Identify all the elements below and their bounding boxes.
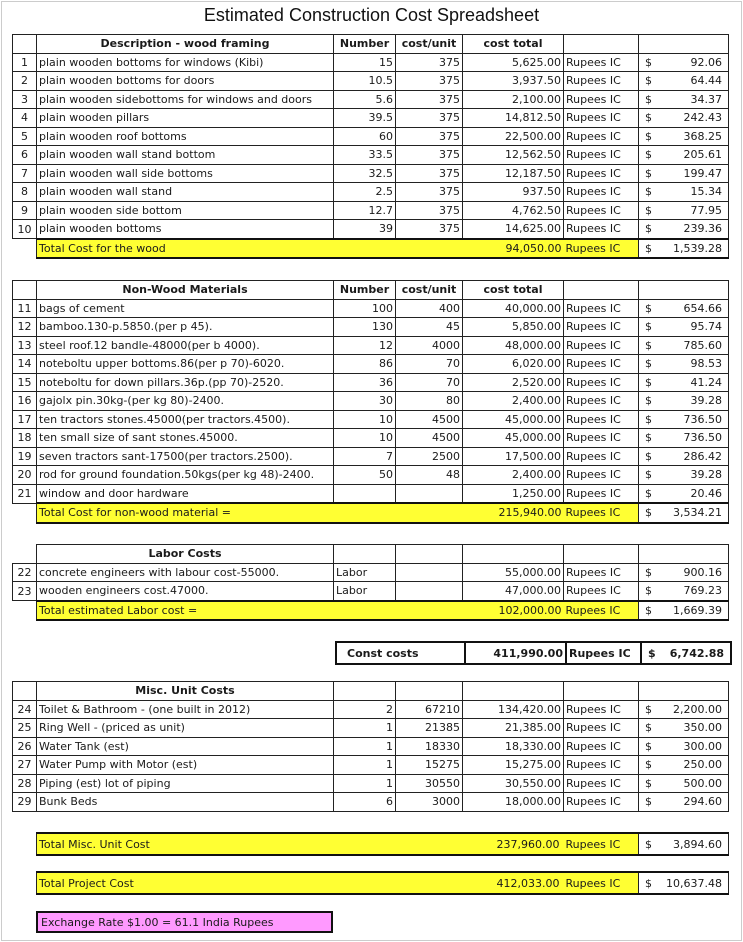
labor-costs-table bbox=[12, 544, 729, 621]
usd-cell: $ 1,539.28 bbox=[639, 239, 729, 259]
table-row bbox=[13, 201, 729, 220]
usd-cell: $ 785.60 bbox=[639, 336, 729, 355]
project-total-currency: Rupees IC bbox=[564, 872, 639, 894]
row-cost-unit bbox=[396, 582, 463, 601]
row-cost-total: 48,000.00 bbox=[463, 336, 564, 355]
row-index: 28 bbox=[13, 774, 37, 793]
table-row bbox=[13, 429, 729, 448]
row-description: Bunk Beds bbox=[37, 793, 334, 812]
row-currency: Rupees IC bbox=[564, 109, 639, 128]
row-currency: Rupees IC bbox=[564, 355, 639, 374]
table-row bbox=[13, 392, 729, 411]
row-cost-unit bbox=[396, 484, 463, 503]
section-total-row bbox=[13, 601, 729, 621]
row-cost-total: 3,937.50 bbox=[463, 72, 564, 91]
section-total-value: 102,000.00 bbox=[463, 601, 564, 621]
row-currency: Rupees IC bbox=[564, 582, 639, 601]
table-header-row bbox=[13, 545, 729, 564]
usd-cell: $ 350.00 bbox=[639, 719, 729, 738]
page-title: Estimated Construction Cost Spreadsheet bbox=[203, 5, 540, 25]
row-description: bags of cement bbox=[37, 299, 334, 318]
row-currency: Rupees IC bbox=[564, 164, 639, 183]
project-total-table bbox=[36, 871, 729, 895]
row-description: plain wooden wall stand bottom bbox=[37, 146, 334, 165]
row-cost-unit: 375 bbox=[396, 201, 463, 220]
table-header-row bbox=[13, 682, 729, 701]
row-description: Ring Well - (priced as unit) bbox=[37, 719, 334, 738]
row-cost-unit: 15275 bbox=[396, 756, 463, 775]
row-number: 12 bbox=[334, 336, 396, 355]
table-row bbox=[13, 447, 729, 466]
row-currency: Rupees IC bbox=[564, 53, 639, 72]
misc-unit-costs-table bbox=[12, 681, 729, 812]
usd-cell: $ 39.28 bbox=[639, 392, 729, 411]
misc-total-label: Total Misc. Unit Cost 237,960.00 bbox=[37, 833, 564, 855]
row-cost-unit: 375 bbox=[396, 90, 463, 109]
usd-cell: $ 239.36 bbox=[639, 220, 729, 239]
row-cost-total: 18,330.00 bbox=[463, 737, 564, 756]
row-description: plain wooden pillars bbox=[37, 109, 334, 128]
row-cost-unit: 18330 bbox=[396, 737, 463, 756]
misc-total-currency: Rupees IC bbox=[564, 833, 639, 855]
row-description: bamboo.130-p.5850.(per p 45). bbox=[37, 318, 334, 337]
usd-cell: $ 77.95 bbox=[639, 201, 729, 220]
usd-cell: $ 242.43 bbox=[639, 109, 729, 128]
row-description: plain wooden sidebottoms for windows and doors bbox=[37, 90, 334, 109]
row-cost-unit: 45 bbox=[396, 318, 463, 337]
row-index: 4 bbox=[13, 109, 37, 128]
row-cost-unit: 70 bbox=[396, 373, 463, 392]
column-header: Number bbox=[334, 35, 396, 54]
section-total-currency: Rupees IC bbox=[564, 239, 639, 259]
usd-cell: $ 3,534.21 bbox=[639, 503, 729, 523]
table-row bbox=[13, 774, 729, 793]
row-index: 10 bbox=[13, 220, 37, 239]
row-currency: Rupees IC bbox=[564, 127, 639, 146]
usd-cell: $ 34.37 bbox=[639, 90, 729, 109]
row-number: 2.5 bbox=[334, 183, 396, 202]
row-cost-total: 12,187.50 bbox=[463, 164, 564, 183]
row-number bbox=[334, 484, 396, 503]
const-costs-row bbox=[336, 642, 731, 664]
row-cost-total: 40,000.00 bbox=[463, 299, 564, 318]
row-cost-unit: 375 bbox=[396, 53, 463, 72]
row-cost-unit: 67210 bbox=[396, 700, 463, 719]
usd-cell: $ 736.50 bbox=[639, 429, 729, 448]
row-currency: Rupees IC bbox=[564, 373, 639, 392]
row-description: wooden engineers cost.47000. bbox=[37, 582, 334, 601]
row-currency: Rupees IC bbox=[564, 90, 639, 109]
row-currency: Rupees IC bbox=[564, 299, 639, 318]
row-number: 1 bbox=[334, 719, 396, 738]
row-index: 22 bbox=[13, 563, 37, 582]
usd-cell: $ 95.74 bbox=[639, 318, 729, 337]
row-number: 1 bbox=[334, 737, 396, 756]
row-cost-total: 4,762.50 bbox=[463, 201, 564, 220]
table-row bbox=[13, 737, 729, 756]
row-number: Labor bbox=[334, 582, 396, 601]
row-number: 15 bbox=[334, 53, 396, 72]
row-cost-total: 6,020.00 bbox=[463, 355, 564, 374]
table-row bbox=[13, 164, 729, 183]
section-total-currency: Rupees IC bbox=[564, 601, 639, 621]
row-currency: Rupees IC bbox=[564, 719, 639, 738]
column-header: cost total bbox=[463, 281, 564, 300]
row-index: 18 bbox=[13, 429, 37, 448]
row-currency: Rupees IC bbox=[564, 392, 639, 411]
column-header: Labor Costs bbox=[37, 545, 334, 564]
row-index: 16 bbox=[13, 392, 37, 411]
row-currency: Rupees IC bbox=[564, 146, 639, 165]
row-number: 10 bbox=[334, 410, 396, 429]
section-total-row bbox=[13, 239, 729, 259]
row-cost-unit: 400 bbox=[396, 299, 463, 318]
row-cost-total: 22,500.00 bbox=[463, 127, 564, 146]
usd-cell: $ 1,669.39 bbox=[639, 601, 729, 621]
row-cost-total: 2,520.00 bbox=[463, 373, 564, 392]
row-cost-unit: 4500 bbox=[396, 410, 463, 429]
row-cost-total: 5,850.00 bbox=[463, 318, 564, 337]
row-description: Water Pump with Motor (est) bbox=[37, 756, 334, 775]
table-row bbox=[13, 53, 729, 72]
row-cost-total: 12,562.50 bbox=[463, 146, 564, 165]
row-index: 9 bbox=[13, 201, 37, 220]
row-cost-total: 2,100.00 bbox=[463, 90, 564, 109]
row-cost-unit: 30550 bbox=[396, 774, 463, 793]
const-costs-usd: $ 6,742.88 bbox=[641, 642, 731, 664]
row-description: plain wooden roof bottoms bbox=[37, 127, 334, 146]
row-cost-unit: 21385 bbox=[396, 719, 463, 738]
misc-total-usd: $ 3,894.60 bbox=[639, 833, 729, 855]
row-currency: Rupees IC bbox=[564, 220, 639, 239]
row-index: 24 bbox=[13, 700, 37, 719]
table-header-row bbox=[13, 35, 729, 54]
row-cost-total: 45,000.00 bbox=[463, 429, 564, 448]
const-costs-label: Const costs bbox=[336, 642, 465, 664]
row-cost-unit: 4500 bbox=[396, 429, 463, 448]
row-cost-total: 18,000.00 bbox=[463, 793, 564, 812]
row-currency: Rupees IC bbox=[564, 737, 639, 756]
row-cost-unit: 375 bbox=[396, 183, 463, 202]
misc-total-row bbox=[37, 833, 729, 855]
row-number: 50 bbox=[334, 466, 396, 485]
usd-cell: $ 654.66 bbox=[639, 299, 729, 318]
table-row bbox=[13, 318, 729, 337]
section-total-value: 94,050.00 bbox=[463, 239, 564, 259]
table-row bbox=[13, 336, 729, 355]
column-header: cost/unit bbox=[396, 35, 463, 54]
table-row bbox=[13, 220, 729, 239]
row-index: 19 bbox=[13, 447, 37, 466]
row-cost-total: 17,500.00 bbox=[463, 447, 564, 466]
row-index: 21 bbox=[13, 484, 37, 503]
row-currency: Rupees IC bbox=[564, 700, 639, 719]
row-description: gajolx pin.30kg-(per kg 80)-2400. bbox=[37, 392, 334, 411]
table-row bbox=[13, 756, 729, 775]
row-index: 20 bbox=[13, 466, 37, 485]
misc-total-table bbox=[36, 832, 729, 856]
row-description: noteboltu for down pillars.36p.(pp 70)-2520. bbox=[37, 373, 334, 392]
project-total-row bbox=[37, 872, 729, 894]
row-description: plain wooden bottoms for windows (Kibi) bbox=[37, 53, 334, 72]
row-index: 29 bbox=[13, 793, 37, 812]
row-cost-total: 5,625.00 bbox=[463, 53, 564, 72]
row-currency: Rupees IC bbox=[564, 563, 639, 582]
row-description: steel roof.12 bandle-48000(per b 4000). bbox=[37, 336, 334, 355]
row-currency: Rupees IC bbox=[564, 429, 639, 448]
usd-cell: $ 64.44 bbox=[639, 72, 729, 91]
row-currency: Rupees IC bbox=[564, 466, 639, 485]
row-currency: Rupees IC bbox=[564, 447, 639, 466]
table-row bbox=[13, 484, 729, 503]
row-cost-unit: 375 bbox=[396, 72, 463, 91]
row-index: 8 bbox=[13, 183, 37, 202]
row-cost-unit: 375 bbox=[396, 164, 463, 183]
row-number: 2 bbox=[334, 700, 396, 719]
usd-cell: $ 900.16 bbox=[639, 563, 729, 582]
column-header: Non-Wood Materials bbox=[37, 281, 334, 300]
row-currency: Rupees IC bbox=[564, 774, 639, 793]
row-cost-unit: 2500 bbox=[396, 447, 463, 466]
usd-cell: $ 20.46 bbox=[639, 484, 729, 503]
row-index: 3 bbox=[13, 90, 37, 109]
row-number: 7 bbox=[334, 447, 396, 466]
row-currency: Rupees IC bbox=[564, 756, 639, 775]
usd-cell: $ 300.00 bbox=[639, 737, 729, 756]
row-cost-unit: 80 bbox=[396, 392, 463, 411]
row-index: 5 bbox=[13, 127, 37, 146]
table-row bbox=[13, 373, 729, 392]
usd-cell: $ 769.23 bbox=[639, 582, 729, 601]
project-total-usd: $ 10,637.48 bbox=[639, 872, 729, 894]
section-total-label: Total Cost for non-wood material = bbox=[37, 503, 463, 523]
row-cost-total: 30,550.00 bbox=[463, 774, 564, 793]
row-cost-unit bbox=[396, 563, 463, 582]
table-row bbox=[13, 109, 729, 128]
row-number: 36 bbox=[334, 373, 396, 392]
row-number: 39.5 bbox=[334, 109, 396, 128]
table-row bbox=[13, 183, 729, 202]
row-index: 27 bbox=[13, 756, 37, 775]
row-cost-total: 2,400.00 bbox=[463, 466, 564, 485]
row-cost-total: 47,000.00 bbox=[463, 582, 564, 601]
table-row bbox=[13, 72, 729, 91]
row-cost-unit: 375 bbox=[396, 220, 463, 239]
row-number: 1 bbox=[334, 756, 396, 775]
usd-cell: $ 294.60 bbox=[639, 793, 729, 812]
section-total-label: Total Cost for the wood bbox=[37, 239, 463, 259]
row-index: 15 bbox=[13, 373, 37, 392]
row-number: 5.6 bbox=[334, 90, 396, 109]
wood-framing-table bbox=[12, 34, 729, 259]
usd-cell: $ 205.61 bbox=[639, 146, 729, 165]
row-description: rod for ground foundation.50kgs(per kg 48)-2400. bbox=[37, 466, 334, 485]
usd-cell: $ 286.42 bbox=[639, 447, 729, 466]
row-number: 86 bbox=[334, 355, 396, 374]
row-cost-unit: 375 bbox=[396, 109, 463, 128]
row-currency: Rupees IC bbox=[564, 72, 639, 91]
usd-cell: $ 92.06 bbox=[639, 53, 729, 72]
row-cost-total: 45,000.00 bbox=[463, 410, 564, 429]
row-number: 60 bbox=[334, 127, 396, 146]
row-cost-unit: 3000 bbox=[396, 793, 463, 812]
row-cost-total: 21,385.00 bbox=[463, 719, 564, 738]
usd-cell: $ 736.50 bbox=[639, 410, 729, 429]
row-number: 12.7 bbox=[334, 201, 396, 220]
usd-cell: $ 98.53 bbox=[639, 355, 729, 374]
row-description: Water Tank (est) bbox=[37, 737, 334, 756]
column-header: cost total bbox=[463, 35, 564, 54]
row-number: 10.5 bbox=[334, 72, 396, 91]
row-currency: Rupees IC bbox=[564, 793, 639, 812]
row-number: 6 bbox=[334, 793, 396, 812]
row-currency: Rupees IC bbox=[564, 484, 639, 503]
row-description: window and door hardware bbox=[37, 484, 334, 503]
row-cost-unit: 48 bbox=[396, 466, 463, 485]
row-index: 12 bbox=[13, 318, 37, 337]
row-number: 30 bbox=[334, 392, 396, 411]
usd-cell: $ 2,200.00 bbox=[639, 700, 729, 719]
row-index: 2 bbox=[13, 72, 37, 91]
non-wood-materials-table bbox=[12, 280, 729, 524]
column-header: Number bbox=[334, 281, 396, 300]
row-number: 1 bbox=[334, 774, 396, 793]
table-row bbox=[13, 563, 729, 582]
row-description: plain wooden side bottom bbox=[37, 201, 334, 220]
row-number: 100 bbox=[334, 299, 396, 318]
row-currency: Rupees IC bbox=[564, 183, 639, 202]
row-description: plain wooden wall stand bbox=[37, 183, 334, 202]
row-cost-total: 14,812.50 bbox=[463, 109, 564, 128]
table-row bbox=[13, 719, 729, 738]
table-row bbox=[13, 127, 729, 146]
row-index: 23 bbox=[13, 582, 37, 601]
row-currency: Rupees IC bbox=[564, 410, 639, 429]
row-description: plain wooden bottoms bbox=[37, 220, 334, 239]
table-row bbox=[13, 299, 729, 318]
section-total-value: 215,940.00 bbox=[463, 503, 564, 523]
usd-cell: $ 250.00 bbox=[639, 756, 729, 775]
row-index: 17 bbox=[13, 410, 37, 429]
row-cost-total: 134,420.00 bbox=[463, 700, 564, 719]
column-header: Misc. Unit Costs bbox=[37, 682, 334, 701]
table-row bbox=[13, 793, 729, 812]
row-cost-total: 55,000.00 bbox=[463, 563, 564, 582]
project-total-label: Total Project Cost 412,033.00 bbox=[37, 872, 564, 894]
usd-cell: $ 39.28 bbox=[639, 466, 729, 485]
usd-cell: $ 500.00 bbox=[639, 774, 729, 793]
row-cost-unit: 70 bbox=[396, 355, 463, 374]
row-index: 14 bbox=[13, 355, 37, 374]
row-description: Toilet & Bathroom - (one built in 2012) bbox=[37, 700, 334, 719]
usd-cell: $ 368.25 bbox=[639, 127, 729, 146]
row-description: ten tractors stones.45000(per tractors.4500). bbox=[37, 410, 334, 429]
exchange-rate-note: Exchange Rate $1.00 = 61.1 India Rupees bbox=[36, 911, 333, 933]
row-currency: Rupees IC bbox=[564, 336, 639, 355]
section-total-row bbox=[13, 503, 729, 523]
row-description: noteboltu upper bottoms.86(per p 70)-6020. bbox=[37, 355, 334, 374]
row-number: 32.5 bbox=[334, 164, 396, 183]
row-number: 10 bbox=[334, 429, 396, 448]
row-index: 11 bbox=[13, 299, 37, 318]
row-number: Labor bbox=[334, 563, 396, 582]
row-cost-unit: 375 bbox=[396, 146, 463, 165]
row-index: 13 bbox=[13, 336, 37, 355]
row-cost-total: 15,275.00 bbox=[463, 756, 564, 775]
usd-cell: $ 15.34 bbox=[639, 183, 729, 202]
usd-cell: $ 41.24 bbox=[639, 373, 729, 392]
row-index: 7 bbox=[13, 164, 37, 183]
row-number: 33.5 bbox=[334, 146, 396, 165]
usd-cell: $ 199.47 bbox=[639, 164, 729, 183]
row-cost-total: 2,400.00 bbox=[463, 392, 564, 411]
row-description: concrete engineers with labour cost-55000. bbox=[37, 563, 334, 582]
section-total-label: Total estimated Labor cost = bbox=[37, 601, 463, 621]
row-description: plain wooden wall side bottoms bbox=[37, 164, 334, 183]
row-cost-unit: 4000 bbox=[396, 336, 463, 355]
row-currency: Rupees IC bbox=[564, 318, 639, 337]
const-costs-currency: Rupees IC bbox=[566, 642, 641, 664]
row-index: 25 bbox=[13, 719, 37, 738]
table-row bbox=[13, 466, 729, 485]
column-header: cost/unit bbox=[396, 281, 463, 300]
table-row bbox=[13, 700, 729, 719]
table-row bbox=[13, 146, 729, 165]
table-row bbox=[13, 90, 729, 109]
table-header-row bbox=[13, 281, 729, 300]
row-cost-unit: 375 bbox=[396, 127, 463, 146]
row-cost-total: 14,625.00 bbox=[463, 220, 564, 239]
column-header: Description - wood framing bbox=[37, 35, 334, 54]
row-description: seven tractors sant-17500(per tractors.2500). bbox=[37, 447, 334, 466]
table-row bbox=[13, 355, 729, 374]
row-description: ten small size of sant stones.45000. bbox=[37, 429, 334, 448]
row-index: 6 bbox=[13, 146, 37, 165]
row-description: Piping (est) lot of piping bbox=[37, 774, 334, 793]
row-index: 26 bbox=[13, 737, 37, 756]
row-currency: Rupees IC bbox=[564, 201, 639, 220]
table-row bbox=[13, 410, 729, 429]
section-total-currency: Rupees IC bbox=[564, 503, 639, 523]
row-cost-total: 937.50 bbox=[463, 183, 564, 202]
row-index: 1 bbox=[13, 53, 37, 72]
table-row bbox=[13, 582, 729, 601]
row-number: 130 bbox=[334, 318, 396, 337]
row-description: plain wooden bottoms for doors bbox=[37, 72, 334, 91]
const-costs-total: 411,990.00 bbox=[465, 642, 566, 664]
row-cost-total: 1,250.00 bbox=[463, 484, 564, 503]
const-costs-table bbox=[335, 641, 732, 665]
row-number: 39 bbox=[334, 220, 396, 239]
